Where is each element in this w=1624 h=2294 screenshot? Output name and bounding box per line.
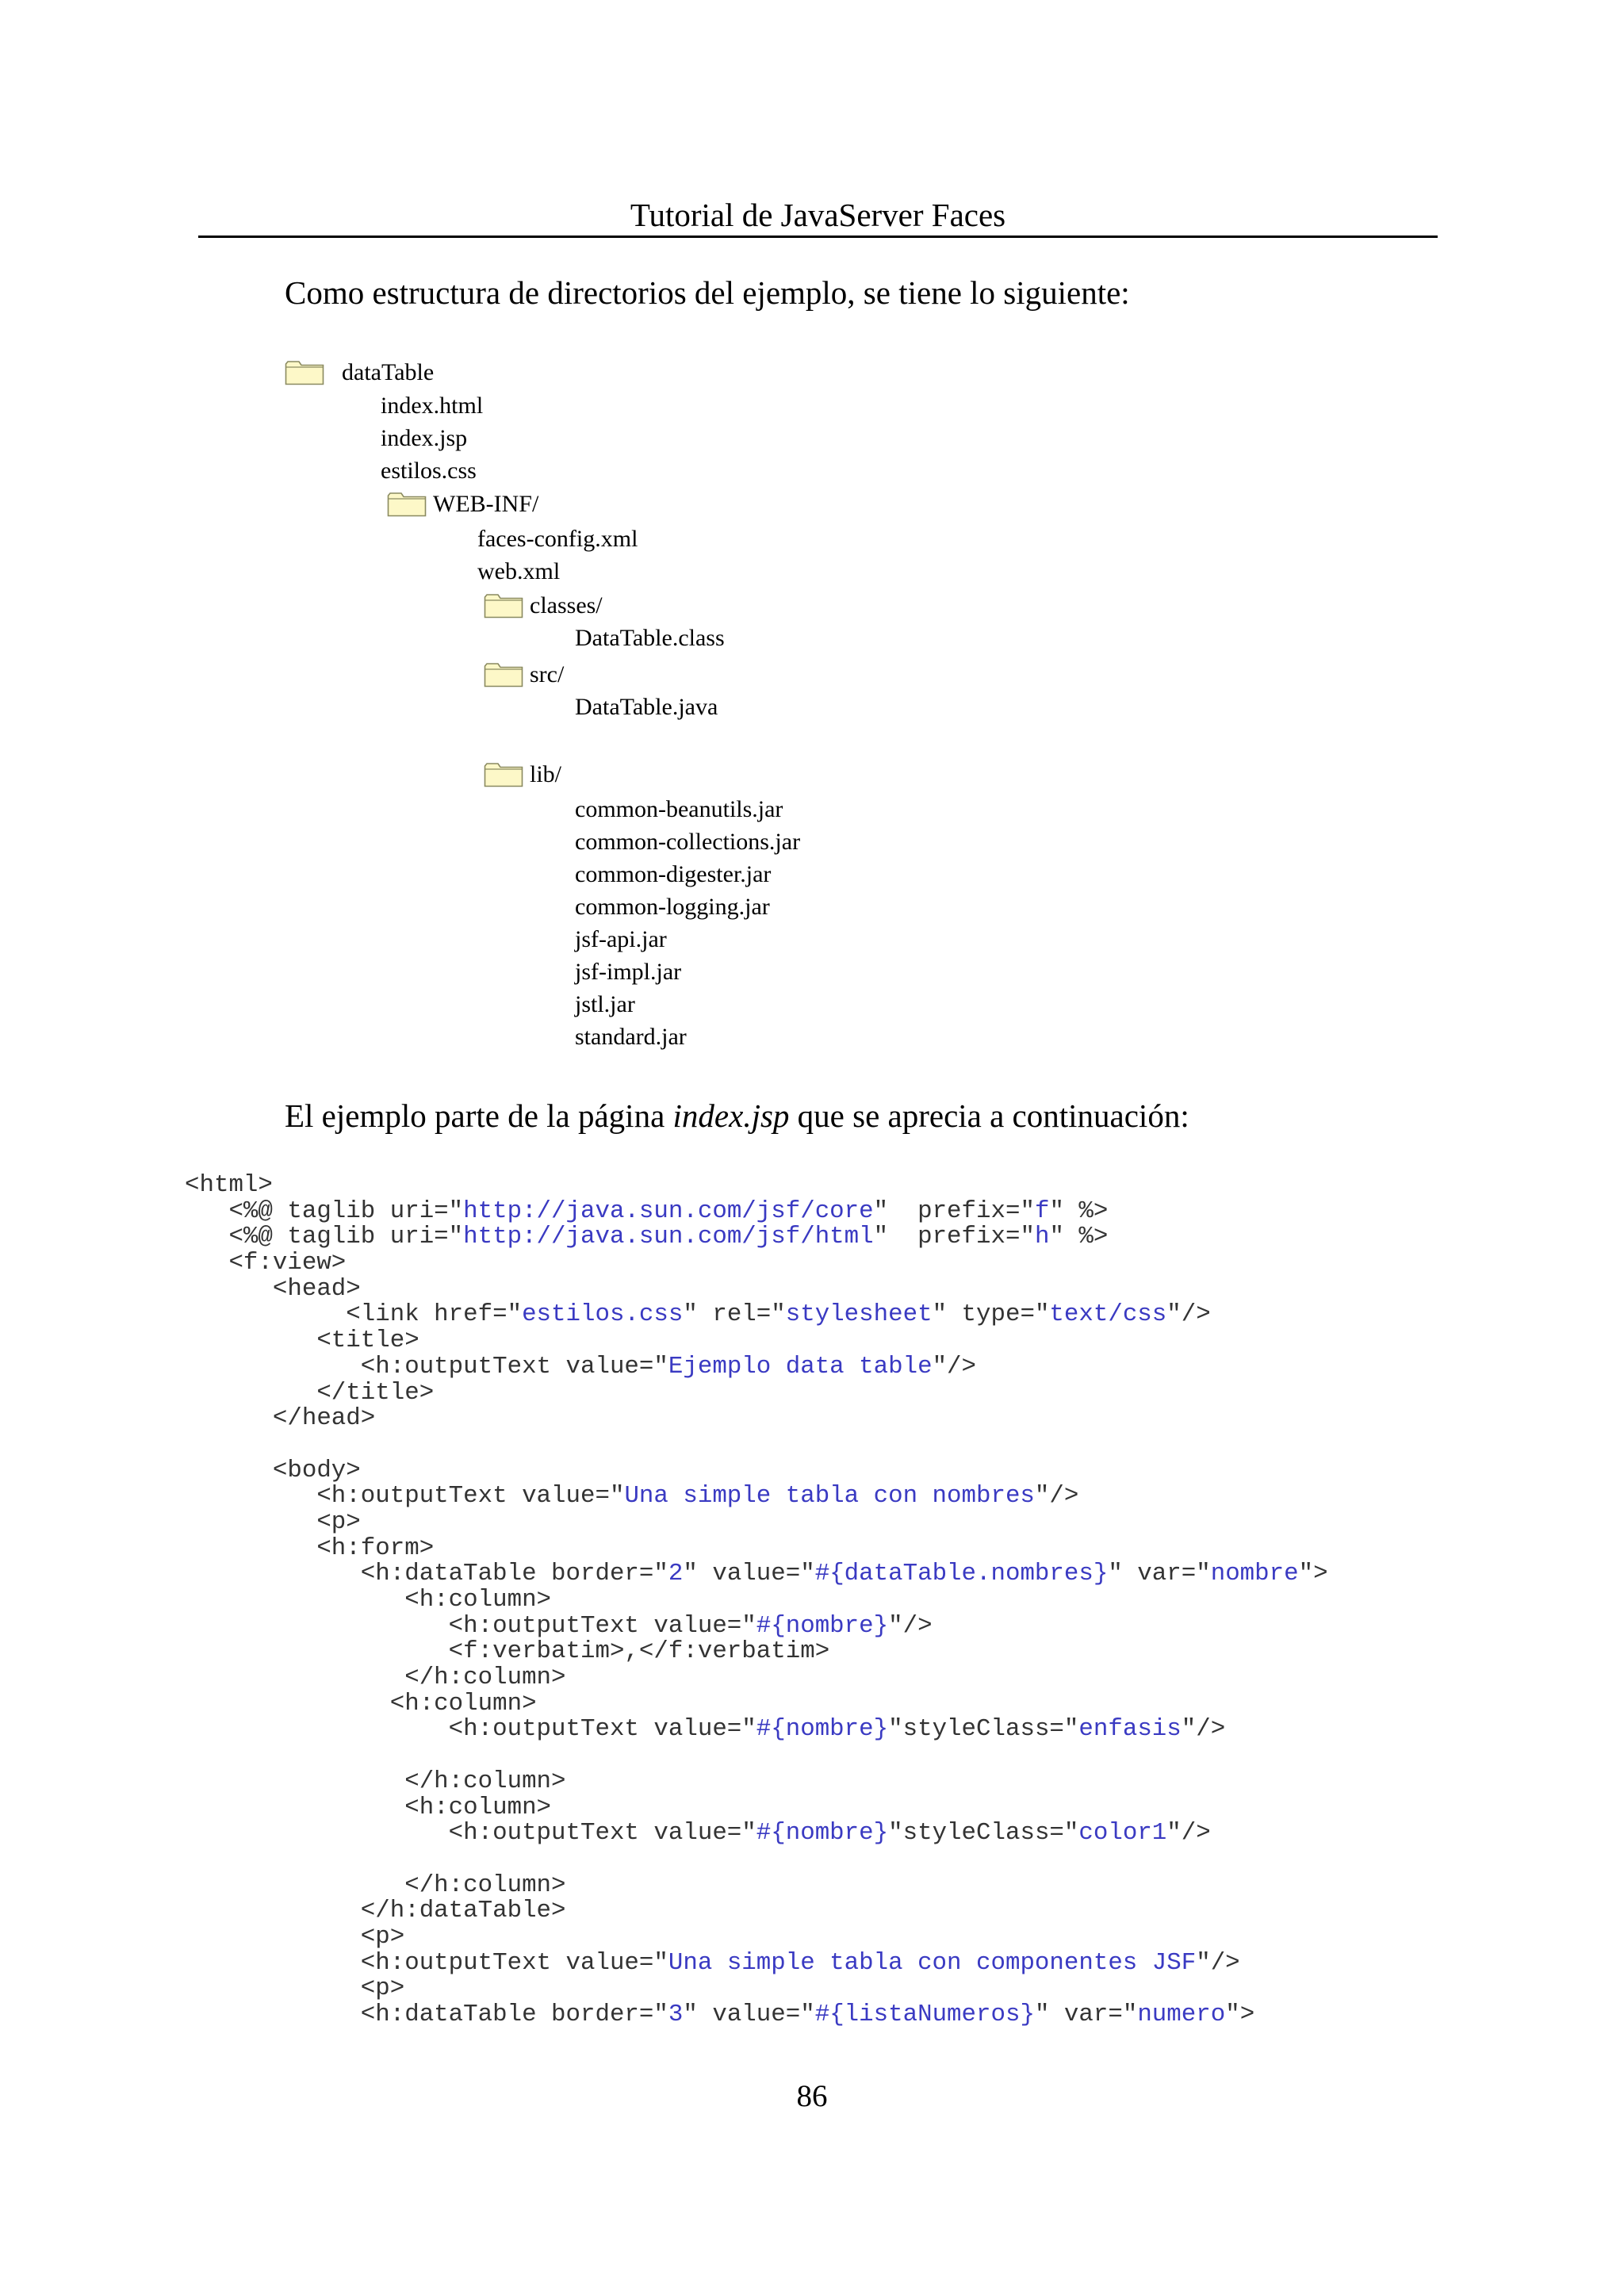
tree-file: [477, 524, 638, 554]
code-line: <h:dataTable border="3" value="#{listaNumeros}" var="numero">: [185, 2001, 1255, 2028]
folder-label: dataTable: [342, 359, 435, 385]
tree-folder: [484, 760, 561, 790]
code-line: <h:outputText value="Una simple tabla con nombres"/>: [185, 1482, 1079, 1511]
folder-icon: [484, 662, 523, 687]
tree-folder: [285, 358, 434, 388]
tree-file: [575, 860, 771, 890]
code-line: <h:column>: [185, 1586, 552, 1614]
code-line: <head>: [185, 1274, 361, 1303]
file-label: common-digester.jar: [575, 861, 772, 887]
folder-icon: [484, 593, 523, 618]
file-label: index.jsp: [381, 425, 468, 451]
folder-icon: [484, 762, 523, 787]
file-label: common-logging.jar: [575, 894, 770, 920]
code-line: <title>: [185, 1327, 419, 1355]
code-line: <h:form>: [185, 1534, 435, 1562]
example-text-after: que se aprecia a continuación:: [789, 1097, 1189, 1134]
page-number: 86: [796, 2079, 828, 2113]
header-title: Tutorial de JavaServer Faces: [630, 197, 1006, 233]
tree-file: [381, 391, 483, 421]
code-line: <h:dataTable border="2" value="#{dataTable.nombres}" var="nombre">: [185, 1560, 1328, 1588]
file-label: standard.jar: [575, 1024, 687, 1050]
tree-file: [381, 456, 477, 486]
intro-paragraph: Como estructura de directorios del ejemplo, se tiene lo siguiente:: [285, 274, 1130, 311]
tree-file: [477, 557, 560, 587]
folder-icon: [387, 492, 427, 517]
code-line: </h:column>: [185, 1767, 566, 1795]
tree-file: [575, 692, 718, 722]
folder-label: lib/: [530, 761, 562, 787]
code-line: [185, 1432, 1328, 1458]
code-line: </h:column>: [185, 1664, 566, 1692]
code-line: <h:outputText value="Una simple tabla con componentes JSF"/>: [185, 1948, 1240, 1977]
code-line: <%@ taglib uri="http://java.sun.com/jsf/html" prefix="h" %>: [185, 1223, 1109, 1251]
code-line: <h:outputText value="#{nombre}"styleClass="enfasis"/>: [185, 1715, 1226, 1744]
code-line: [185, 1847, 1328, 1873]
code-line: [185, 1743, 1328, 1769]
code-line: <html>: [185, 1171, 273, 1199]
file-label: faces-config.xml: [477, 526, 638, 552]
tree-file: [575, 623, 725, 653]
tree-folder: [387, 489, 538, 519]
code-line: <body>: [185, 1456, 361, 1484]
tree-folder: [484, 591, 603, 621]
header-rule: [198, 236, 1438, 238]
tree-file: [575, 957, 681, 987]
code-listing: [185, 1173, 1328, 2028]
code-line: <p>: [185, 1974, 405, 2003]
code-line: <p>: [185, 1507, 361, 1536]
code-line: </h:column>: [185, 1871, 566, 1899]
code-line: <%@ taglib uri="http://java.sun.com/jsf/core" prefix="f" %>: [185, 1197, 1109, 1225]
file-label: common-collections.jar: [575, 829, 801, 855]
tree-file: [381, 423, 467, 454]
file-label: web.xml: [477, 558, 561, 584]
file-label: estilos.css: [381, 458, 477, 484]
code-line: <link href="estilos.css" rel="stylesheet" type="text/css"/>: [185, 1300, 1211, 1329]
code-line: </h:dataTable>: [185, 1897, 566, 1925]
tree-file: [575, 827, 800, 857]
file-label: common-beanutils.jar: [575, 796, 783, 822]
code-line: <h:outputText value="#{nombre}"/>: [185, 1611, 933, 1640]
tree-file: [575, 990, 635, 1020]
code-line: <h:outputText value="Ejemplo data table"/>: [185, 1352, 977, 1381]
code-line: <p>: [185, 1922, 405, 1951]
file-label: DataTable.java: [575, 694, 718, 720]
tree-folder: [484, 660, 564, 690]
file-label: index.html: [381, 393, 484, 419]
file-label: jsf-api.jar: [575, 926, 667, 952]
code-line: <h:column>: [185, 1793, 552, 1821]
example-paragraph: [285, 1097, 1189, 1135]
example-text-before: El ejemplo parte de la página: [285, 1097, 673, 1134]
file-label: jstl.jar: [575, 991, 635, 1017]
example-file-name: index.jsp: [672, 1097, 790, 1134]
file-label: DataTable.class: [575, 625, 725, 651]
folder-label: WEB-INF/: [433, 491, 539, 517]
tree-file: [575, 892, 770, 922]
folder-label: classes/: [530, 592, 603, 618]
tree-file: [575, 795, 783, 825]
tree-file: [575, 1022, 687, 1052]
code-line: <f:view>: [185, 1249, 347, 1277]
code-line: <h:column>: [185, 1689, 537, 1718]
folder-label: src/: [530, 661, 565, 687]
file-label: jsf-impl.jar: [575, 959, 682, 985]
code-line: <h:outputText value="#{nombre}"styleClass="color1"/>: [185, 1819, 1211, 1848]
code-line: </head>: [185, 1404, 376, 1433]
folder-icon: [285, 360, 324, 385]
code-line: </title>: [185, 1378, 435, 1407]
code-line: <f:verbatim>,</f:verbatim>: [185, 1637, 830, 1666]
tree-file: [575, 925, 667, 955]
